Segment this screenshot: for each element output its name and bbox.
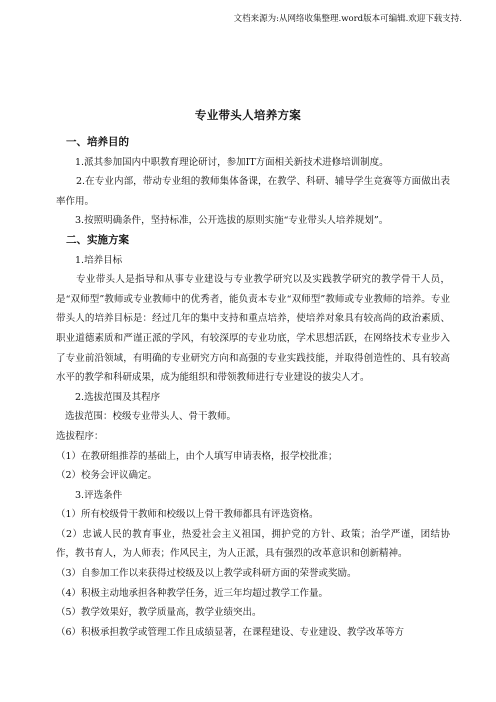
condition-item-5: （5）教学效果好，教学质量高，教学业绩突出。 [56, 607, 262, 619]
section-heading-plan: 二、实施方案 [66, 233, 129, 246]
procedure-item-1: （1）在教研组推荐的基础上，由个人填写申请表格，报学校批准； [56, 450, 338, 462]
subheading-scope: 2.选拔范围及其程序 [75, 391, 161, 403]
purpose-item-1: 1.派其参加国内中职教育理论研讨，参加IT方面相关新技术进修培训制度。 [75, 156, 389, 168]
section-heading-purpose: 一、培养目的 [66, 136, 129, 148]
condition-item-2: （2）忠诚人民的教育事业，热爱社会主义祖国，拥护党的方针、政策；治学严谨，团结协作，教书育人，为人师表；作风民主，为人正派，具有强烈的改革意识和创新精神。 [56, 528, 450, 560]
subheading-target: 1.培养目标 [75, 254, 123, 266]
document-body [56, 133, 450, 642]
target-paragraph: 专业带头人是指导和从事专业建设与专业教学研究以及实践教学研究的教学骨干人员，是“双师型”教师或专业教师中的优秀者，能负责本专业“双师型”教师或专业教师的培养。专业带头人的培养目标是：经过几年的集中支持和重点培养，使培养对象具有较高尚的政治素质、职业道德素质和严谨正派的学风，有较深厚的专业功底，学术思想活跃，在网络技术专业步入了专业前沿领域，有明确的专业研究方向和高强的专业实践技能，并取得创造性的、具有较高水平的教学和科研成果，成为能组织和带领教师进行专业建设的拔尖人才。 [56, 274, 450, 384]
document-title: 专业带头人培养方案 [194, 108, 302, 122]
procedure-item-2: （2）校务会评议确定。 [56, 470, 158, 482]
condition-item-4: （4）积极主动地承担各种教学任务，近三年均超过教学工作量。 [56, 587, 329, 599]
purpose-item-2: 2.在专业内部，带动专业组的教师集体备课，在教学、科研、辅导学生竞赛等方面做出表率作用。 [56, 176, 450, 207]
purpose-item-3: 3.按照明确条件，坚持标准，公开选拔的原则实施“专业带头人培养规划”。 [75, 215, 389, 227]
condition-item-6: （6）积极承担教学或管理工作且成绩显著，在课程建设、专业建设、教学改革等方 [56, 626, 405, 638]
condition-item-3: （3）自参加工作以来获得过校级及以上教学或科研方面的荣誉或奖励。 [56, 568, 357, 580]
subheading-conditions: 3.评选条件 [75, 489, 123, 501]
header-note: 文档来源为:从网络收集整理.word版本可编辑.欢迎下载支持. [233, 14, 462, 24]
procedure-label: 选拔程序： [56, 430, 104, 442]
condition-item-1: （1）所有校级骨干教师和校级以上骨干教师都具有评选资格。 [56, 509, 319, 521]
scope-text: 选拔范围：校级专业带头人、骨干教师。 [65, 411, 237, 423]
